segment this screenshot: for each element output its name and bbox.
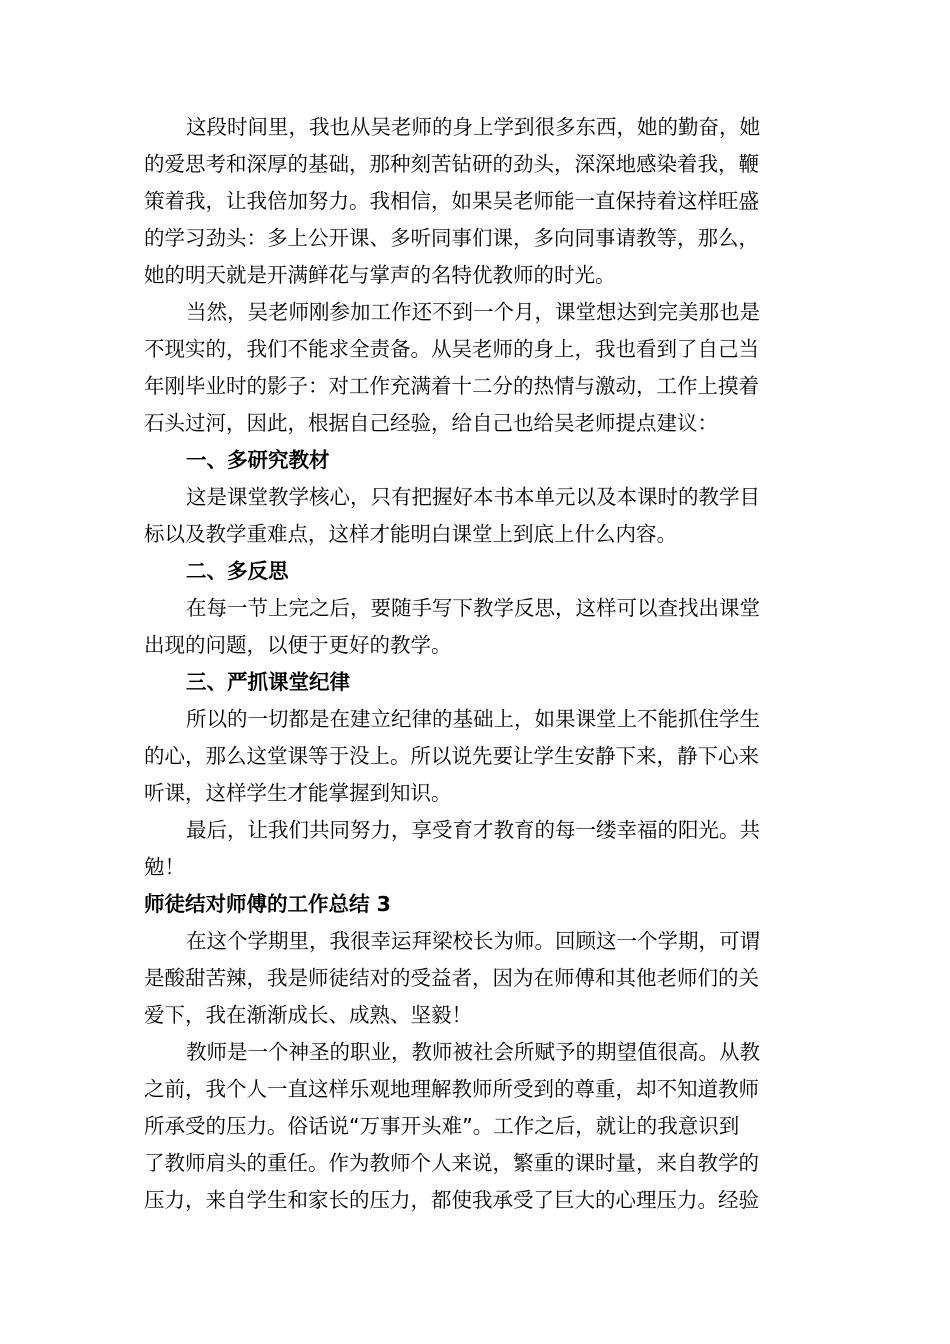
section-heading: 一、多研究教材	[186, 448, 330, 472]
paragraph-line: 标以及教学重难点，这样才能明白课堂上到底上什么内容。	[144, 522, 677, 546]
paragraph-line: 所承受的压力。俗话说“万事开头难”。工作之后，就让的我意识到	[144, 1114, 740, 1138]
paragraph-line: 在这个学期里，我很幸运拜梁校长为师。回顾这一个学期，可谓	[186, 929, 760, 953]
paragraph	[144, 812, 806, 886]
paragraph-line: 压力，来自学生和家长的压力，都使我承受了巨大的心理压力。经验	[144, 1188, 759, 1212]
paragraph-line: 之前，我个人一直这样乐观地理解教师所受到的尊重，却不知道教师	[144, 1077, 759, 1101]
paragraph-line: 爱下，我在渐渐成长、成熟、坚毅！	[144, 1003, 472, 1027]
section-heading: 师徒结对师傅的工作总结 3	[144, 892, 391, 916]
paragraph-line: 最后，让我们共同努力，享受育才教育的每一缕幸福的阳光。共	[186, 818, 760, 842]
paragraph-line: 所以的一切都是在建立纪律的基础上，如果课堂上不能抓住学生	[186, 707, 760, 731]
paragraph-line: 当然，吴老师刚参加工作还不到一个月，课堂想达到完美那也是	[186, 300, 760, 324]
document-page	[144, 109, 806, 1219]
paragraph	[144, 1034, 806, 1219]
paragraph-line: 她的明天就是开满鲜花与掌声的名特优教师的时光。	[144, 263, 616, 287]
paragraph-line: 的学习劲头：多上公开课、多听同事们课，多向同事请教等，那么，	[144, 226, 759, 250]
paragraph-line: 的心，那么这堂课等于没上。所以说先要让学生安静下来，静下心来	[144, 744, 759, 768]
paragraph-line: 策着我，让我倍加努力。我相信，如果吴老师能一直保持着这样旺盛	[144, 189, 759, 213]
section-heading: 二、多反思	[186, 559, 289, 583]
paragraph-line: 勉！	[144, 855, 185, 879]
paragraph-line: 教师是一个神圣的职业，教师被社会所赋予的期望值很高。从教	[186, 1040, 760, 1064]
paragraph-line: 的爱思考和深厚的基础，那种刻苦钻研的劲头，深深地感染着我，鞭	[144, 152, 759, 176]
paragraph	[144, 590, 806, 664]
paragraph-line: 这是课堂教学核心，只有把握好本书本单元以及本课时的教学目	[186, 485, 760, 509]
paragraph-line: 年刚毕业时的影子：对工作充满着十二分的热情与激动，工作上摸着	[144, 374, 759, 398]
paragraph-line: 了教师肩头的重任。作为教师个人来说，繁重的课时量，来自教学的	[144, 1151, 759, 1175]
paragraph-line: 不现实的，我们不能求全责备。从吴老师的身上，我也看到了自己当	[144, 337, 759, 361]
paragraph-line: 出现的问题，以便于更好的教学。	[144, 633, 452, 657]
paragraph-line: 在每一节上完之后，要随手写下教学反思，这样可以查找出课堂	[186, 596, 760, 620]
paragraph	[144, 479, 806, 553]
section-heading: 三、严抓课堂纪律	[186, 670, 350, 694]
paragraph	[144, 109, 806, 294]
paragraph-line: 这段时间里，我也从吴老师的身上学到很多东西，她的勤奋，她	[186, 115, 760, 139]
paragraph-line: 是酸甜苦辣，我是师徒结对的受益者，因为在师傅和其他老师们的关	[144, 966, 759, 990]
paragraph	[144, 923, 806, 1034]
paragraph-line: 听课，这样学生才能掌握到知识。	[144, 781, 452, 805]
paragraph	[144, 294, 806, 442]
paragraph	[144, 701, 806, 812]
paragraph-line: 石头过河，因此，根据自己经验，给自己也给吴老师提点建议：	[144, 411, 718, 435]
